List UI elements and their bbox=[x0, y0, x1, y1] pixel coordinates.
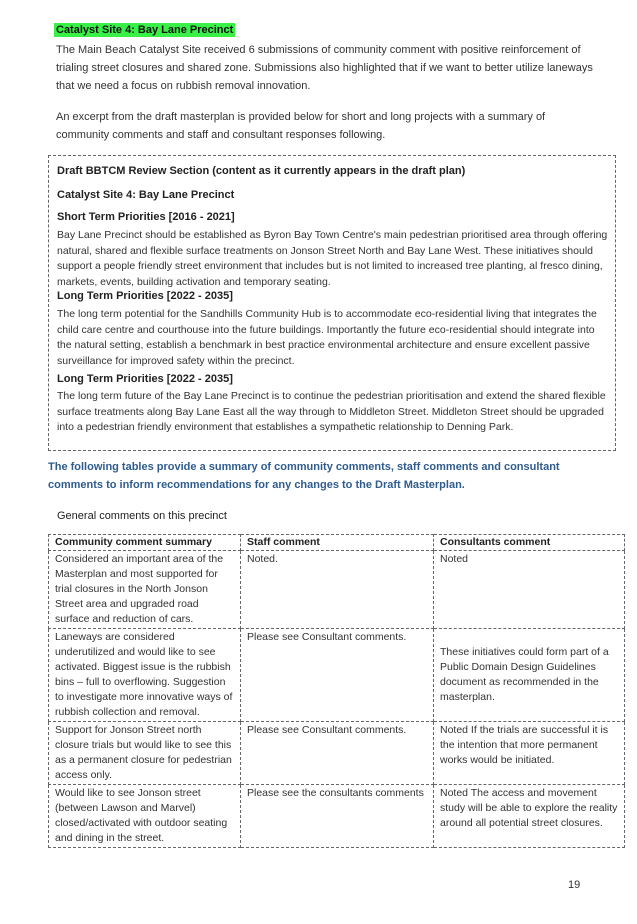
short-term-text: Bay Lane Precinct should be established as Byron Bay Town Centre's main pedestrian prioritised area through offering natural, shared and flexible surface treatments on Jonson Street North and Bay Lane West. These initiatives should support a people friendly street environment that includes but is not limited to increased tree planting, al fresco dining, markets, events, building activation and temporary seating. bbox=[57, 229, 608, 288]
table-row bbox=[49, 722, 625, 785]
summary-note: The following tables provide a summary of community comments, staff comments and consultant comments to inform recommendations for any changes to the Draft Masterplan. bbox=[48, 461, 560, 491]
consultant-comment-cell: Noted bbox=[434, 551, 625, 629]
staff-comment-cell: Noted. bbox=[241, 551, 434, 629]
draft-plan-excerpt-box bbox=[48, 155, 616, 451]
header-consultants: Consultants comment bbox=[434, 535, 625, 551]
community-comment-cell: Considered an important area of the Masterplan and most supported for trial closures in the North Jonson Street area and upgraded road surface and reduction of cars. bbox=[49, 551, 241, 629]
consultant-comment-cell: Noted The access and movement study will be able to explore the reality around all potential street closures. bbox=[434, 785, 625, 848]
short-term-heading: Short Term Priorities [2016 - 2021] bbox=[57, 211, 235, 223]
long-term-text-2: The long term future of the Bay Lane Precinct is to continue the pedestrian prioritisation and extend the shared flexible surface treatments along Bay Lane East all the way through to Middleton Street. Middleton Street should be upgraded into a pedestrian friendly environment that establishes a sympathetic relationship to Denning Park. bbox=[57, 390, 606, 433]
excerpt-title: Draft BBTCM Review Section (content as it currently appears in the draft plan) bbox=[57, 165, 466, 177]
table-row bbox=[49, 629, 625, 722]
comments-table bbox=[48, 534, 625, 848]
header-staff: Staff comment bbox=[241, 535, 434, 551]
long-term-text-1: The long term potential for the Sandhills Community Hub is to accommodate eco-residential living that integrates the child care centre and courthouse into the future buildings. Importantly the future eco-residential should integrate into the natural setting, establish a benchmark in best practice environmental architecture and ensure excellent passive surveillance for improved safety within the precinct. bbox=[57, 308, 597, 367]
table-row bbox=[49, 785, 625, 848]
header-community: Community comment summary bbox=[49, 535, 241, 551]
table-header-row bbox=[49, 535, 625, 551]
staff-comment-cell: Please see Consultant comments. bbox=[241, 629, 434, 722]
community-comment-cell: Would like to see Jonson street (between Lawson and Marvel) closed/activated with outdoor seating and dining in the street. bbox=[49, 785, 241, 848]
consultant-comment-cell: Noted If the trials are successful it is the intention that more permanent works would be initiated. bbox=[434, 722, 625, 785]
staff-comment-cell: Please see the consultants comments bbox=[241, 785, 434, 848]
table-row bbox=[49, 551, 625, 629]
long-term-heading-1: Long Term Priorities [2022 - 2035] bbox=[57, 290, 233, 302]
community-comment-cell: Laneways are considered underutilized and would like to see activated. Biggest issue is the rubbish bins – full to overflowing. Suggestion to investigate more innovative ways of rubbish collection and removal. bbox=[49, 629, 241, 722]
community-comment-cell: Support for Jonson Street north closure trials but would like to see this as a permanent closure for pedestrian access only. bbox=[49, 722, 241, 785]
long-term-heading-2: Long Term Priorities [2022 - 2035] bbox=[57, 373, 233, 385]
page-number: 19 bbox=[568, 879, 581, 891]
consultant-comment-cell: These initiatives could form part of a Public Domain Design Guidelines document as recommended in the masterplan. bbox=[434, 629, 625, 722]
excerpt-site-title: Catalyst Site 4: Bay Lane Precinct bbox=[57, 189, 235, 201]
section-heading: Catalyst Site 4: Bay Lane Precinct bbox=[56, 24, 234, 36]
intro-paragraph-2: An excerpt from the draft masterplan is provided below for short and long projects with a summary of community comments and staff and consultant responses following. bbox=[56, 111, 546, 141]
table-caption: General comments on this precinct bbox=[57, 510, 227, 522]
staff-comment-cell: Please see Consultant comments. bbox=[241, 722, 434, 785]
intro-paragraph-1: The Main Beach Catalyst Site received 6 submissions of community comment with positive reinforcement of trialing street closures and shared zone. Submissions also highlighted that if we want to better utilize laneways that we need a focus on rubbish removal innovation. bbox=[56, 44, 593, 92]
